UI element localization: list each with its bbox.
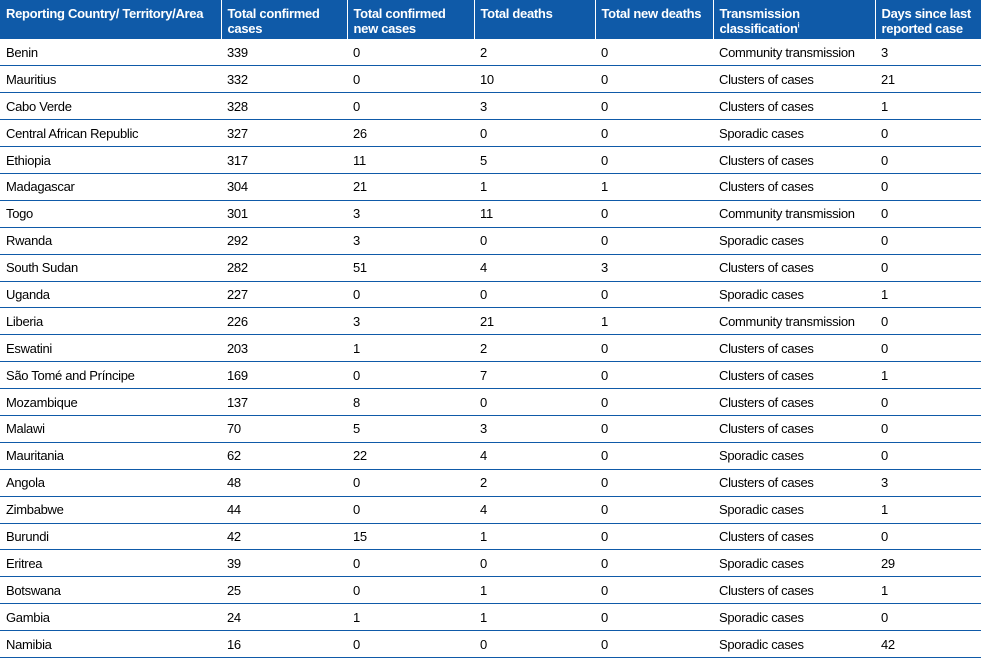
country-cell: Zimbabwe <box>6 502 64 518</box>
country-cell: Benin <box>6 44 38 60</box>
transmission-cell: Sporadic cases <box>719 609 804 625</box>
new-deaths-cell: 0 <box>601 475 608 491</box>
total-deaths-cell: 3 <box>480 98 487 114</box>
table-row <box>0 147 981 174</box>
new-deaths-cell: 0 <box>601 71 608 87</box>
transmission-cell: Sporadic cases <box>719 286 804 302</box>
days-since-cell: 1 <box>881 98 888 114</box>
new-cases-cell: 1 <box>353 340 360 356</box>
total-deaths-cell: 1 <box>480 609 487 625</box>
days-since-cell: 3 <box>881 475 888 491</box>
table-row <box>0 442 981 469</box>
new-deaths-cell: 0 <box>601 125 608 141</box>
table-header <box>0 0 981 39</box>
table-row <box>0 604 981 631</box>
total-deaths-cell: 4 <box>480 260 487 276</box>
country-cell: Gambia <box>6 609 50 625</box>
table-row <box>0 93 981 120</box>
total-deaths-cell: 3 <box>480 421 487 437</box>
header-country: Reporting Country/ Territory/Area <box>0 0 221 39</box>
days-since-cell: 0 <box>881 394 888 410</box>
total-confirmed-cell: 282 <box>227 260 248 276</box>
total-deaths-cell: 11 <box>480 206 493 222</box>
table-row <box>0 200 981 227</box>
days-since-cell: 0 <box>881 125 888 141</box>
total-confirmed-cell: 137 <box>227 394 248 410</box>
header-transmission-classification <box>713 0 875 39</box>
header-transmission-label: Transmission classification <box>719 6 800 36</box>
total-confirmed-cell: 44 <box>227 502 241 518</box>
total-confirmed-cell: 169 <box>227 367 248 383</box>
table-row <box>0 173 981 200</box>
transmission-cell: Sporadic cases <box>719 636 804 652</box>
total-confirmed-cell: 203 <box>227 340 248 356</box>
country-cell: Namibia <box>6 636 52 652</box>
new-cases-cell: 3 <box>353 233 360 249</box>
total-deaths-cell: 2 <box>480 44 487 60</box>
transmission-cell: Sporadic cases <box>719 448 804 464</box>
table-row <box>0 389 981 416</box>
total-deaths-cell: 1 <box>480 528 487 544</box>
total-deaths-cell: 4 <box>480 448 487 464</box>
table-row <box>0 254 981 281</box>
new-deaths-cell: 0 <box>601 502 608 518</box>
total-deaths-cell: 0 <box>480 233 487 249</box>
footnote-mark: i <box>797 22 800 30</box>
transmission-cell: Community transmission <box>719 206 855 222</box>
total-deaths-cell: 10 <box>480 71 494 87</box>
total-deaths-cell: 2 <box>480 340 487 356</box>
country-cell: Ethiopia <box>6 152 51 168</box>
transmission-cell: Clusters of cases <box>719 340 814 356</box>
country-cell: Cabo Verde <box>6 98 72 114</box>
table-row <box>0 39 981 66</box>
days-since-cell: 29 <box>881 555 895 571</box>
total-deaths-cell: 1 <box>480 582 487 598</box>
country-cell: Central African Republic <box>6 125 139 141</box>
days-since-cell: 1 <box>881 367 888 383</box>
new-deaths-cell: 0 <box>601 555 608 571</box>
days-since-cell: 3 <box>881 44 888 60</box>
total-deaths-cell: 0 <box>480 394 487 410</box>
total-confirmed-cell: 42 <box>227 528 241 544</box>
new-deaths-cell: 0 <box>601 233 608 249</box>
table-row <box>0 362 981 389</box>
total-deaths-cell: 5 <box>480 152 487 168</box>
header-total-new-deaths: Total new deaths <box>595 0 713 39</box>
total-confirmed-cell: 332 <box>227 71 248 87</box>
new-cases-cell: 3 <box>353 313 360 329</box>
new-cases-cell: 0 <box>353 555 360 571</box>
total-confirmed-cell: 48 <box>227 475 241 491</box>
country-cell: Liberia <box>6 313 43 329</box>
total-deaths-cell: 2 <box>480 475 487 491</box>
table-row <box>0 120 981 147</box>
country-cell: Uganda <box>6 286 50 302</box>
country-cell: Mauritius <box>6 71 57 87</box>
country-cell: Eritrea <box>6 555 43 571</box>
table-row <box>0 335 981 362</box>
new-deaths-cell: 0 <box>601 152 608 168</box>
transmission-cell: Clusters of cases <box>719 98 814 114</box>
total-confirmed-cell: 317 <box>227 152 248 168</box>
new-deaths-cell: 0 <box>601 528 608 544</box>
new-cases-cell: 51 <box>353 260 367 276</box>
days-since-cell: 0 <box>881 609 888 625</box>
new-deaths-cell: 0 <box>601 286 608 302</box>
days-since-cell: 0 <box>881 260 888 276</box>
transmission-cell: Sporadic cases <box>719 233 804 249</box>
transmission-cell: Sporadic cases <box>719 555 804 571</box>
new-deaths-cell: 0 <box>601 340 608 356</box>
transmission-cell: Clusters of cases <box>719 179 814 195</box>
new-deaths-cell: 3 <box>601 260 608 276</box>
total-deaths-cell: 1 <box>480 179 487 195</box>
transmission-cell: Clusters of cases <box>719 260 814 276</box>
transmission-cell: Sporadic cases <box>719 125 804 141</box>
new-deaths-cell: 0 <box>601 448 608 464</box>
days-since-cell: 0 <box>881 313 888 329</box>
table-row <box>0 523 981 550</box>
total-confirmed-cell: 327 <box>227 125 248 141</box>
table-row <box>0 308 981 335</box>
new-deaths-cell: 0 <box>601 394 608 410</box>
header-row <box>0 0 981 39</box>
country-cell: São Tomé and Príncipe <box>6 367 135 383</box>
new-cases-cell: 0 <box>353 98 360 114</box>
total-confirmed-cell: 304 <box>227 179 248 195</box>
new-deaths-cell: 0 <box>601 206 608 222</box>
table-body <box>0 39 981 657</box>
days-since-cell: 21 <box>881 71 895 87</box>
transmission-cell: Community transmission <box>719 44 855 60</box>
table-row <box>0 496 981 523</box>
days-since-cell: 0 <box>881 206 888 222</box>
days-since-cell: 0 <box>881 421 888 437</box>
total-confirmed-cell: 328 <box>227 98 248 114</box>
country-cell: Eswatini <box>6 340 53 356</box>
country-cell: South Sudan <box>6 260 78 276</box>
new-cases-cell: 3 <box>353 206 360 222</box>
days-since-cell: 42 <box>881 636 895 652</box>
days-since-cell: 0 <box>881 528 888 544</box>
total-confirmed-cell: 339 <box>227 44 248 60</box>
country-cell: Mozambique <box>6 394 78 410</box>
total-confirmed-cell: 292 <box>227 233 248 249</box>
table-row <box>0 281 981 308</box>
country-cell: Botswana <box>6 582 61 598</box>
days-since-cell: 0 <box>881 179 888 195</box>
new-cases-cell: 11 <box>353 152 366 168</box>
country-cell: Madagascar <box>6 179 75 195</box>
days-since-cell: 0 <box>881 448 888 464</box>
total-deaths-cell: 0 <box>480 555 487 571</box>
new-deaths-cell: 0 <box>601 609 608 625</box>
new-cases-cell: 1 <box>353 609 360 625</box>
new-cases-cell: 0 <box>353 367 360 383</box>
table-row <box>0 631 981 658</box>
total-confirmed-cell: 226 <box>227 313 248 329</box>
total-deaths-cell: 0 <box>480 125 487 141</box>
new-deaths-cell: 0 <box>601 98 608 114</box>
total-deaths-cell: 0 <box>480 286 487 302</box>
new-deaths-cell: 0 <box>601 636 608 652</box>
new-cases-cell: 21 <box>353 179 367 195</box>
days-since-cell: 0 <box>881 233 888 249</box>
transmission-cell: Clusters of cases <box>719 528 814 544</box>
new-deaths-cell: 0 <box>601 421 608 437</box>
table-row <box>0 469 981 496</box>
total-deaths-cell: 7 <box>480 367 487 383</box>
new-cases-cell: 5 <box>353 421 360 437</box>
transmission-cell: Clusters of cases <box>719 421 814 437</box>
total-confirmed-cell: 25 <box>227 582 241 598</box>
total-confirmed-cell: 227 <box>227 286 248 302</box>
days-since-cell: 1 <box>881 286 888 302</box>
country-cell: Malawi <box>6 421 45 437</box>
transmission-cell: Clusters of cases <box>719 152 814 168</box>
new-cases-cell: 0 <box>353 636 360 652</box>
transmission-cell: Clusters of cases <box>719 71 814 87</box>
days-since-cell: 1 <box>881 582 888 598</box>
new-cases-cell: 26 <box>353 125 367 141</box>
transmission-cell: Clusters of cases <box>719 475 814 491</box>
country-cell: Burundi <box>6 528 49 544</box>
table-row <box>0 66 981 93</box>
total-confirmed-cell: 39 <box>227 555 241 571</box>
total-confirmed-cell: 16 <box>227 636 241 652</box>
new-cases-cell: 0 <box>353 502 360 518</box>
new-deaths-cell: 0 <box>601 44 608 60</box>
header-total-confirmed-new-cases: Total confirmed new cases <box>347 0 474 39</box>
new-cases-cell: 8 <box>353 394 360 410</box>
transmission-cell: Clusters of cases <box>719 394 814 410</box>
new-cases-cell: 22 <box>353 448 367 464</box>
total-confirmed-cell: 301 <box>227 206 248 222</box>
country-cell: Angola <box>6 475 45 491</box>
new-cases-cell: 0 <box>353 71 360 87</box>
header-total-confirmed-cases: Total confirmed cases <box>221 0 347 39</box>
new-deaths-cell: 1 <box>601 179 608 195</box>
country-cell: Mauritania <box>6 448 64 464</box>
days-since-cell: 1 <box>881 502 888 518</box>
new-deaths-cell: 1 <box>601 313 608 329</box>
table-row <box>0 577 981 604</box>
total-confirmed-cell: 24 <box>227 609 241 625</box>
header-total-deaths: Total deaths <box>474 0 595 39</box>
total-deaths-cell: 0 <box>480 636 487 652</box>
transmission-cell: Clusters of cases <box>719 582 814 598</box>
new-cases-cell: 0 <box>353 582 360 598</box>
new-cases-cell: 0 <box>353 475 360 491</box>
new-cases-cell: 0 <box>353 286 360 302</box>
total-deaths-cell: 21 <box>480 313 494 329</box>
days-since-cell: 0 <box>881 152 888 168</box>
new-cases-cell: 0 <box>353 44 360 60</box>
transmission-cell: Community transmission <box>719 313 855 329</box>
transmission-cell: Sporadic cases <box>719 502 804 518</box>
new-cases-cell: 15 <box>353 528 367 544</box>
new-deaths-cell: 0 <box>601 582 608 598</box>
country-cell: Togo <box>6 206 33 222</box>
days-since-cell: 0 <box>881 340 888 356</box>
total-confirmed-cell: 62 <box>227 448 241 464</box>
table-row <box>0 227 981 254</box>
table-row <box>0 415 981 442</box>
total-deaths-cell: 4 <box>480 502 487 518</box>
new-deaths-cell: 0 <box>601 367 608 383</box>
total-confirmed-cell: 70 <box>227 421 241 437</box>
table-row <box>0 550 981 577</box>
country-cell: Rwanda <box>6 233 52 249</box>
transmission-cell: Clusters of cases <box>719 367 814 383</box>
header-days-since-last-case: Days since last reported case <box>875 0 981 39</box>
